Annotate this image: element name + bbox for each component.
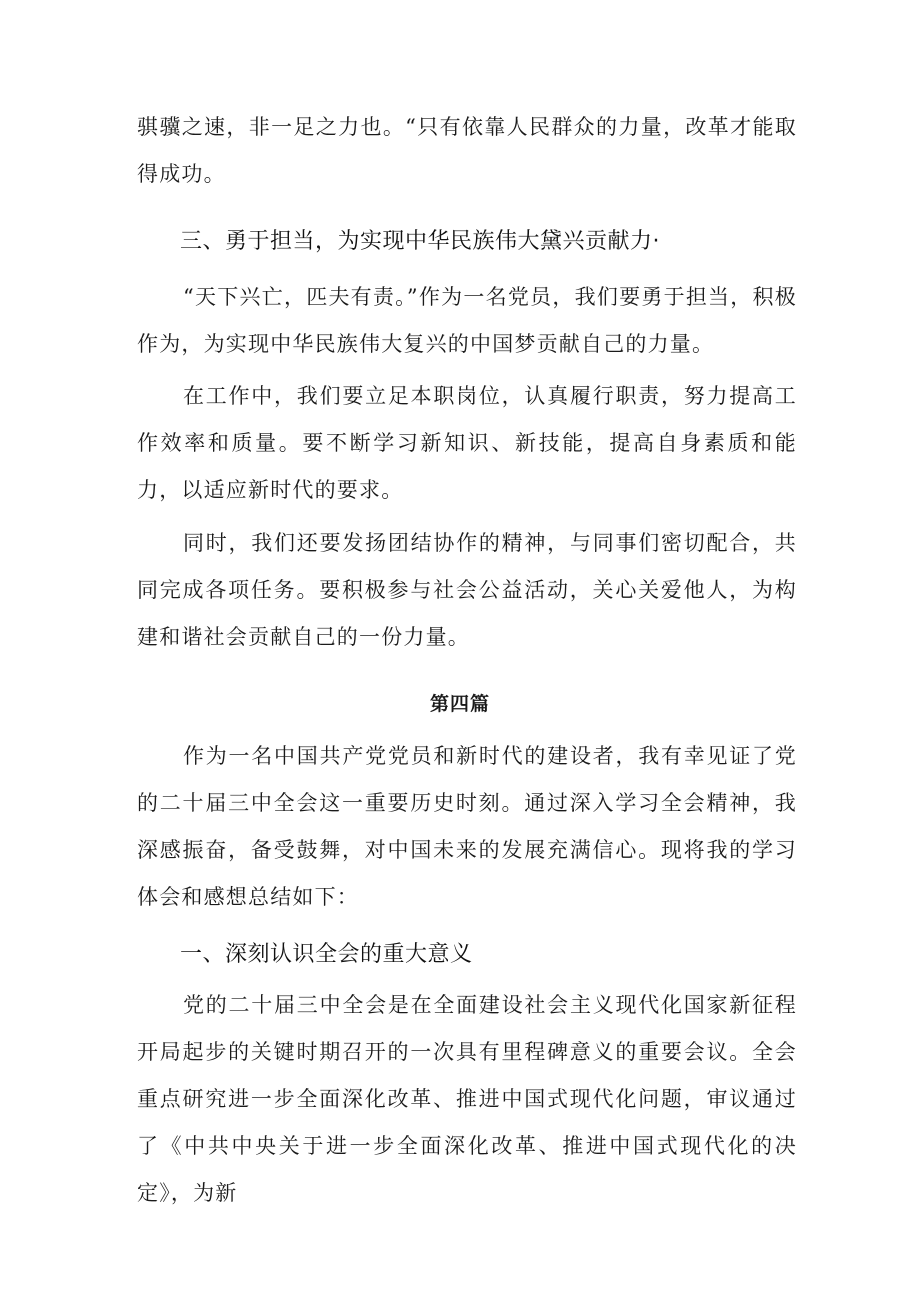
section-heading-one: 一、深刻认识全会的重大意义 [180,942,473,967]
paragraph-responsibility: “天下兴亡，匹夫有责。”作为一名党员，我们要勇于担当，积极作为，为实现中华民族伟大复兴的中国梦贡献自己的力量。 [137,285,797,356]
paragraph-plenary-significance: 党的二十届三中全会是在全面建设社会主义现代化国家新征程开局起步的关键时期召开的一次具有里程碑意义的重要会议。全会重点研究进一步全面深化改革、推进中国式现代化问题，审议通过了《中共中央关于进一步全面深化改革、推进中国式现代化的决定》，为新 [137,993,797,1205]
section-heading-three: 三、勇于担当，为实现中华民族伟大黛兴贡献力· [180,229,660,254]
paragraph-work-duty: 在工作中，我们要立足本职岗位，认真履行职责，努力提高工作效率和质量。要不断学习新知识、新技能，提高自身素质和能力，以适应新时代的要求。 [137,384,797,502]
chapter-title: 第四篇 [429,693,490,715]
paragraph-teamwork: 同时，我们还要发扬团结协作的精神，与同事们密切配合，共同完成各项任务。要积极参与社会公益活动，关心关爱他人，为构建和谐社会贡献自己的一份力量。 [137,531,797,649]
paragraph-reform-strength: 骐骥之速，非一足之力也。“只有依靠人民群众的力量，改革才能取得成功。 [137,115,797,186]
paragraph-introduction: 作为一名中国共产党党员和新时代的建设者，我有幸见证了党的二十届三中全会这一重要历史时刻。通过深入学习全会精神，我深感振奋，备受鼓舞，对中国未来的发展充满信心。现将我的学习体会和感想总结如下： [137,744,797,909]
